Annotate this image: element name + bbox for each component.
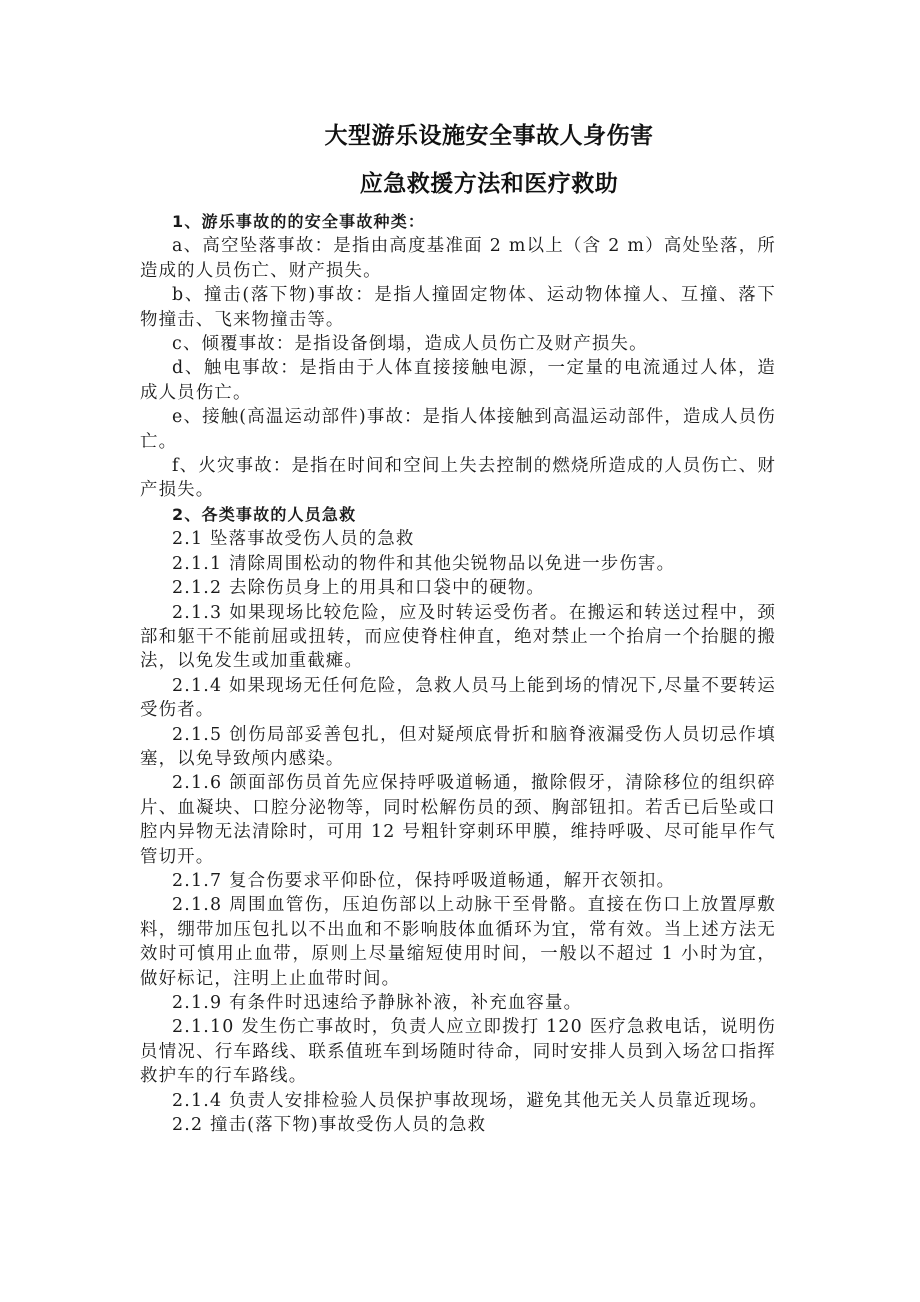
paragraph-2-2: 2.2 撞击(落下物)事故受伤人员的急救 <box>172 1115 487 1136</box>
paragraph-overturn-accident: c、倾覆事故：是指设备倒塌，造成人员伤亡及财产损失。 <box>172 334 648 355</box>
document-title-line1: 大型游乐设施安全事故人身伤害 <box>324 123 654 149</box>
paragraph-2-1-2: 2.1.2 去除伤员身上的用具和口袋中的硬物。 <box>172 578 546 599</box>
paragraph-2-1-8: 2.1.8 周围血管伤，压迫伤部以上动脉干至骨骼。直接在伤口上放置厚敷料，绷带加压包扎以不出血和不影响肢体血循环为宜，常有效。当上述方法无效时可慎用止血带，原则上尽量缩短使用时间，一般以不超过 1 小时为宜，做好标记，注明上止血带时间。 <box>140 895 776 989</box>
paragraph-2-1: 2.1 坠落事故受伤人员的急救 <box>172 529 415 550</box>
section-heading-first-aid: 2、各类事故的人员急救 <box>172 504 357 524</box>
paragraph-2-1-4: 2.1.4 如果现场无任何危险，急救人员马上能到场的情况下,尽量不要转运受伤者。 <box>140 675 776 721</box>
paragraph-contact-accident: e、接触(高温运动部件)事故：是指人体接触到高温运动部件，造成人员伤亡。 <box>140 407 776 452</box>
paragraph-fall-accident: a、高空坠落事故：是指由高度基准面 2 m以上（含 2 m）高处坠落，所造成的人员伤亡、财产损失。 <box>140 236 776 281</box>
paragraph-2-1-3: 2.1.3 如果现场比较危险，应及时转运受伤者。在搬运和转送过程中，颈部和躯干不能前屈或扭转，而应使脊柱伸直，绝对禁止一个抬肩一个抬腿的搬法，以免发生或加重截瘫。 <box>140 602 776 672</box>
document-body <box>140 210 776 1137</box>
paragraph-2-1-1: 2.1.1 清除周围松动的物件和其他尖锐物品以免进一步伤害。 <box>172 553 676 574</box>
section-heading-accident-types: 1、游乐事故的的安全事故种类： <box>172 212 426 231</box>
paragraph-2-1-7: 2.1.7 复合伤要求平仰卧位，保持呼吸道畅通，解开衣领扣。 <box>172 870 676 891</box>
paragraph-impact-accident: b、撞击(落下物)事故：是指人撞固定物体、运动物体撞人、互撞、落下物撞击、飞来物撞击等。 <box>140 285 776 330</box>
paragraph-2-1-10: 2.1.10 发生伤亡事故时，负责人应立即拨打 120 医疗急救电话，说明伤员情况、行车路线、联系值班车到场随时待命，同时安排人员到入场岔口指挥救护车的行车路线。 <box>140 1017 776 1087</box>
paragraph-2-1-6: 2.1.6 颌面部伤员首先应保持呼吸道畅通，撤除假牙，清除移位的组织碎片、血凝块、口腔分泌物等，同时松解伤员的颈、胸部钮扣。若舌已后坠或口腔内异物无法清除时，可用 12 号粗针穿刺环甲膜，维持呼吸、尽可能早作气管切开。 <box>140 773 776 867</box>
paragraph-fire-accident: f、火灾事故：是指在时间和空间上失去控制的燃烧所造成的人员伤亡、财产损失。 <box>140 456 776 501</box>
document-page <box>140 112 776 1137</box>
paragraph-2-1-9: 2.1.9 有条件时迅速给予静脉补液，补充血容量。 <box>172 993 583 1013</box>
paragraph-2-1-4-scene: 2.1.4 负责人安排检验人员保护事故现场，避免其他无关人员靠近现场。 <box>172 1090 769 1111</box>
paragraph-2-1-5: 2.1.5 创伤局部妥善包扎，但对疑颅底骨折和脑脊液漏受伤人员切忌作填塞，以免导致颅内感染。 <box>140 724 776 769</box>
paragraph-electric-accident: d、触电事故：是指由于人体直接接触电源，一定量的电流通过人体，造成人员伤亡。 <box>140 358 776 403</box>
document-title-line2: 应急救援方法和医疗救助 <box>359 171 619 197</box>
